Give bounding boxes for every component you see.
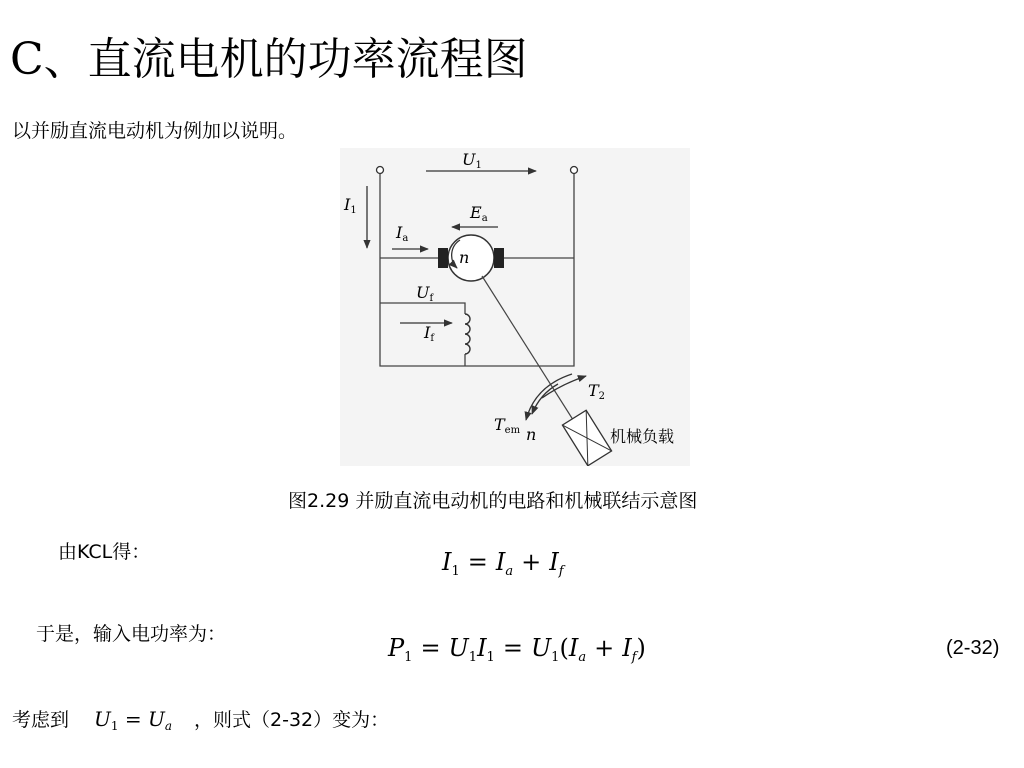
kcl-label: 由KCL得： (58, 541, 151, 563)
label-n-inner: n (459, 248, 470, 267)
label-i1: I1 (344, 195, 357, 216)
label-mechanical-load: 机械负载 (610, 427, 675, 446)
label-t2: T2 (588, 381, 606, 402)
right-terminal (571, 167, 578, 174)
power-equation: $P_1 = U_1I_1 = U_1(I_a + I_f)$ (388, 634, 646, 665)
power-label: 于是，输入电功率为： (36, 623, 227, 645)
label-ia: Ia (396, 223, 409, 244)
consider-equation: $U_1 = U_a$ (94, 707, 172, 733)
brush-left (438, 248, 448, 268)
slide-title: C、直流电机的功率流程图 (10, 34, 528, 85)
shunt-motor-circuit-figure (340, 148, 690, 466)
figure-background (340, 148, 690, 466)
consider-suffix: ，则式（2-32）变为： (194, 709, 390, 731)
intro-text: 以并励直流电动机为例加以说明。 (12, 120, 298, 142)
label-if: If (424, 323, 435, 344)
brush-right (494, 248, 504, 268)
figure-caption: 图2.29 并励直流电动机的电路和机械联结示意图 (288, 490, 698, 512)
label-n-outer: n (526, 425, 537, 444)
label-tem: Tem (494, 415, 521, 436)
consider-prefix: 考虑到 (12, 709, 70, 731)
label-u1: U1 (462, 150, 482, 171)
kcl-equation: $I_1 = I_a + I_f$ (442, 548, 564, 579)
label-ea: Ea (470, 203, 488, 224)
label-uf: Uf (416, 283, 434, 304)
left-terminal (377, 167, 384, 174)
equation-number: (2-32) (946, 637, 1000, 659)
armature-circle (448, 235, 494, 281)
